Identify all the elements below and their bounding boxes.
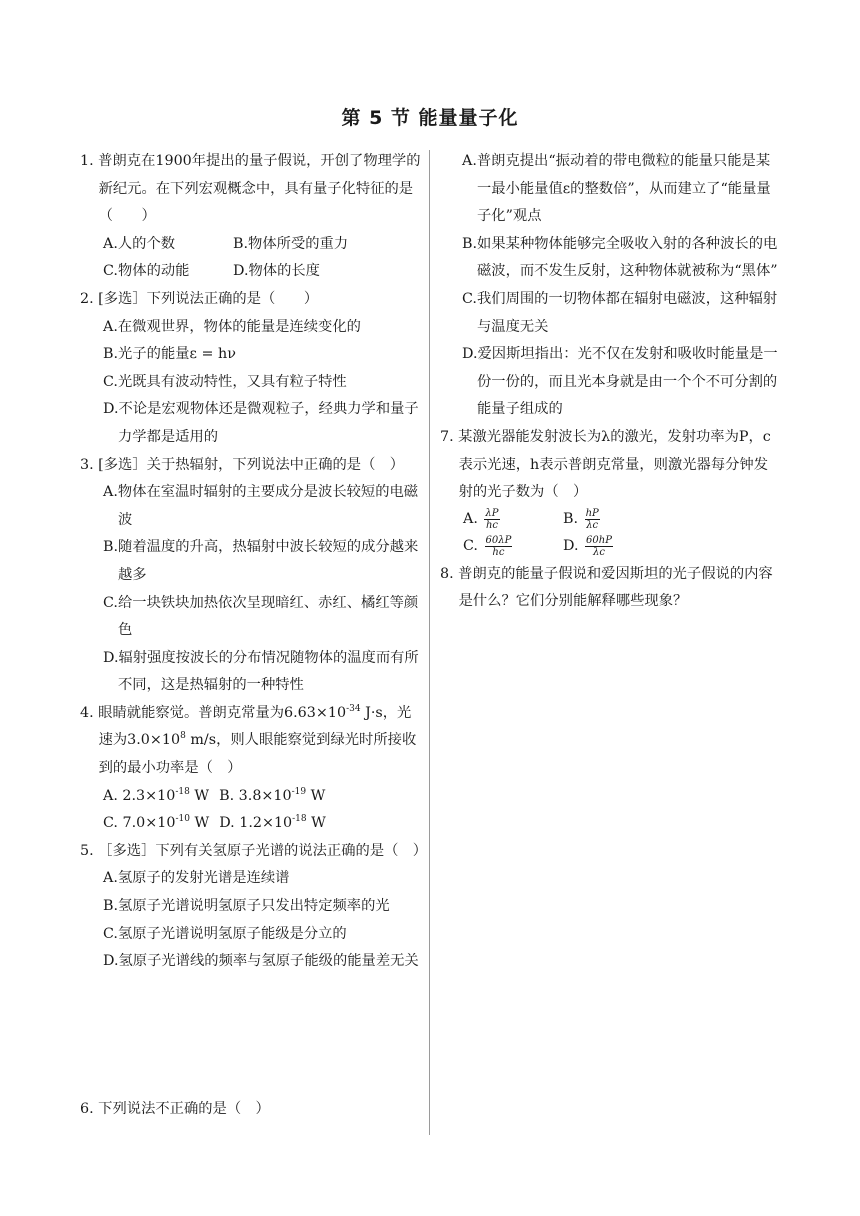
q4-option-a: A. $2.3\times 10^{-18}$ W — [103, 786, 210, 804]
q1-option-b: B.物体所受的重力 — [233, 235, 349, 252]
q2-option-c: C.光既具有波动特性，又具有粒子特性 — [103, 373, 347, 390]
q7-option-d: D. $\frac{60hP}{\lambda c}$ — [563, 534, 612, 558]
q1-option-c: C.物体的动能 — [103, 263, 190, 280]
q3-stem: 3. [多选］关于热辐射，下列说法中正确的是（ ） — [80, 456, 404, 473]
q7-options-row1 — [440, 507, 780, 534]
q8-stem: 8. 普朗克的能量子假说和爱因斯坦的光子假说的内容是什么？它们分别能解释哪些现象？ — [440, 565, 773, 610]
q1-option-a: A.人的个数 — [103, 235, 176, 252]
q6-option-d: D.爱因斯坦指出：光不仅在发射和吸收时能量是一份一份的，而且光本身就是由一个个不可分割的能量子组成的 — [462, 346, 778, 418]
q4-option-c: C. $7.0\times 10^{-10}$ W — [103, 814, 210, 832]
q7-option-b: B. $\frac{hP}{\lambda c}$ — [563, 507, 599, 531]
q7-option-a-fraction: $\frac{\lambda P}{hc}$ — [485, 507, 499, 531]
q4-option-d: D. $1.2\times 10^{-18}$ W — [219, 814, 326, 832]
q4-option-b: B. $3.8\times 10^{-19}$ W — [219, 786, 326, 804]
q3-option-c: C.给一块铁块加热依次呈现暗红、赤红、橘红等颜色 — [103, 594, 419, 639]
q7-option-b-fraction: $\frac{hP}{\lambda c}$ — [585, 507, 599, 531]
q4-stem: 4. 眼睛就能察觉。普朗克常量为$6.63\times 10^{-34}$ J·s，光速为$3.0\times 10^8$ m/s，则人眼能察觉到绿光时所接收到的最小功率是（ ） — [80, 703, 417, 777]
q6-option-a: A.普朗克提出“振动着的带电微粒的能量只能是某一最小能量值ε的整数倍”，从而建立了“能量量子化”观点 — [462, 153, 771, 225]
q5-option-c: C.氢原子光谱说明氢原子能级是分立的 — [103, 925, 347, 942]
q2-option-d: D.不论是宏观物体还是微观粒子，经典力学和量子力学都是适用的 — [103, 401, 419, 445]
q6-stem: 6. 下列说法不正确的是（ ） — [80, 1101, 270, 1117]
q1-options-row2 — [80, 258, 422, 286]
q4-options-row2 — [80, 810, 422, 838]
q7-option-c-fraction: $\frac{60\lambda P}{hc}$ — [485, 534, 512, 558]
q1-options-row1 — [80, 231, 422, 259]
left-column — [80, 148, 428, 976]
q7-option-d-fraction: $\frac{60hP}{\lambda c}$ — [586, 534, 612, 558]
q3-option-d: D.辐射强度按波长的分布情况随物体的温度而有所不同，这是热辐射的一种特性 — [103, 649, 419, 694]
q5-stem: 5. ［多选］下列有关氢原子光谱的说法正确的是（ ） — [80, 842, 428, 859]
q4-options-row1 — [80, 783, 422, 811]
q3-option-a: A.物体在室温时辐射的主要成分是波长较短的电磁波 — [103, 484, 419, 528]
q7-option-c: C. $\frac{60\lambda P}{hc}$ — [463, 534, 512, 558]
column-divider — [429, 150, 430, 1135]
q2-option-a: A.在微观世界，物体的能量是连续变化的 — [103, 318, 361, 335]
page-title: 第 5 节 能量量子化 — [341, 107, 519, 129]
q6-stem-block — [80, 1096, 422, 1124]
q6-option-b: B.如果某种物体能够完全吸收入射的各种波长的电磁波，而不发生反射，这种物体就被称为“黑体” — [462, 235, 778, 280]
q6-option-c: C.我们周围的一切物体都在辐射电磁波，这种辐射与温度无关 — [462, 290, 778, 335]
right-column — [440, 148, 780, 616]
q3-option-b: B.随着温度的升高，热辐射中波长较短的成分越来越多 — [103, 539, 419, 583]
q1-option-d: D.物体的长度 — [233, 263, 320, 280]
q2-stem: 2. [多选］下列说法正确的是（ ） — [80, 290, 319, 307]
q1-stem: 1. 普朗克在1900年提出的量子假说，开创了物理学的新纪元。在下列宏观概念中，具有量子化特征的是（ ） — [80, 153, 421, 225]
q5-option-d: D.氢原子光谱线的频率与氢原子能级的能量差无关 — [103, 953, 419, 970]
q5-option-a: A.氢原子的发射光谱是连续谱 — [103, 870, 290, 887]
q5-option-b: B.氢原子光谱说明氢原子只发出特定频率的光 — [103, 898, 390, 915]
q2-option-b: B.光子的能量ε = hν — [103, 346, 236, 363]
q7-options-row2 — [440, 534, 780, 561]
q7-stem: 7. 某激光器能发射波长为λ的激光，发射功率为P，c表示光速，h表示普朗克常量，则激光器每分钟发射的光子数为（ ） — [440, 428, 771, 501]
q7-option-a: A. $\frac{\lambda P}{hc}$ — [463, 507, 499, 531]
